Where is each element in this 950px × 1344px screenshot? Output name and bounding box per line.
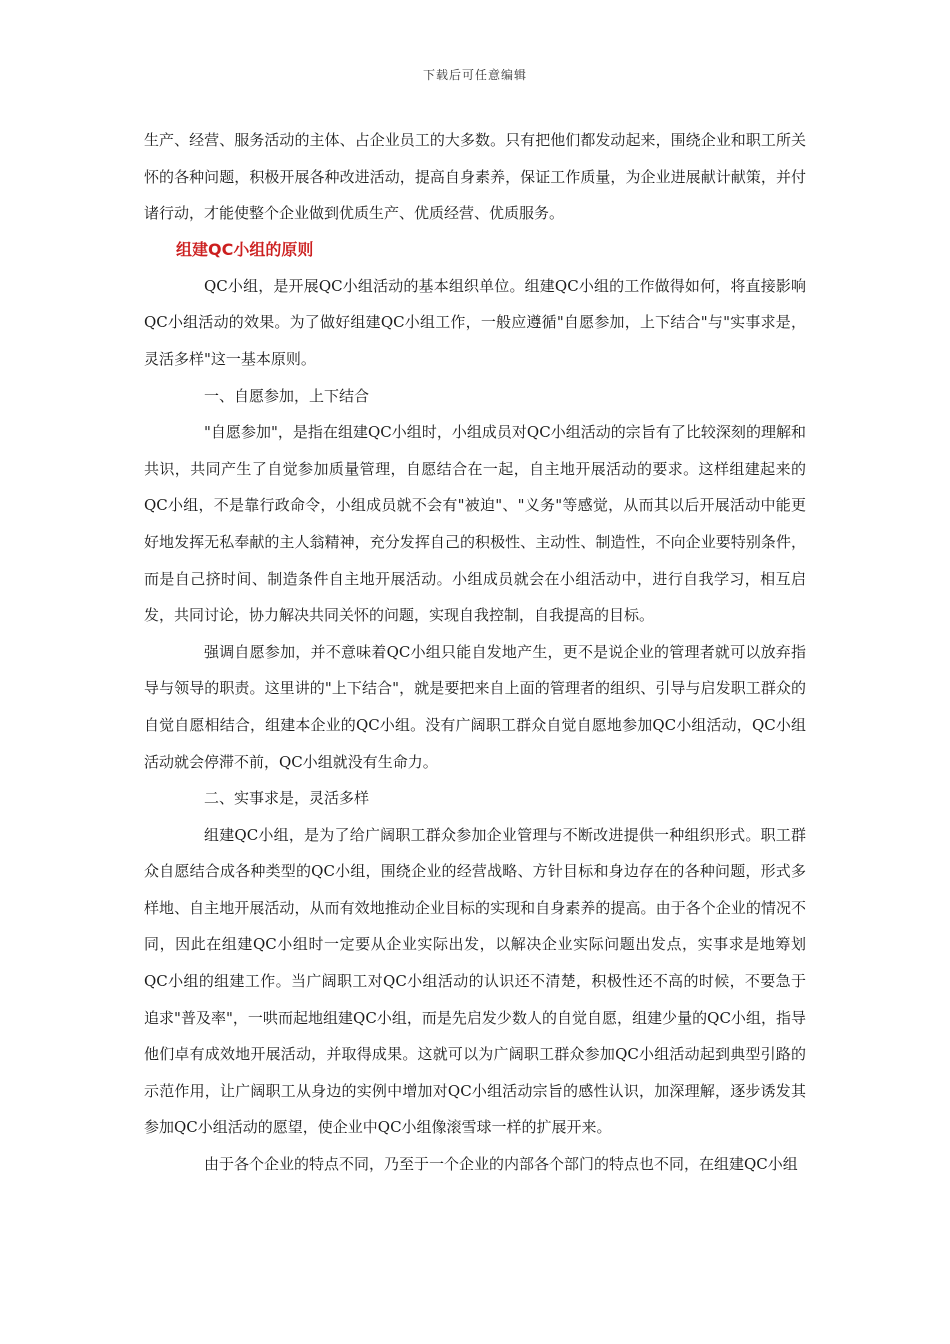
page-header: 下载后可任意编辑 [422,68,527,82]
document-body [144,122,806,1183]
subheading-voluntary: 一、自愿参加，上下结合 [204,386,370,405]
paragraph-principle: QC小组，是开展QC小组活动的基本组织单位。组建QC小组的工作做得如何，将直接影响QC小组活动的效果。为了做好组建QC小组工作，一般应遵循"自愿参加，上下结合"与"实事求是，灵活多样"这一基本原则。 [144,276,806,368]
subheading-practical: 二、实事求是，灵活多样 [204,789,370,808]
paragraph-voluntary: "自愿参加"，是指在组建QC小组时，小组成员对QC小组活动的宗旨有了比较深刻的理解和共识，共同产生了自觉参加质量管理，自愿结合在一起，自主地开展活动的要求。这样组建起来的QC小组，不是靠行政命令，小组成员就不会有"被迫"、"义务"等感觉，从而其以后开展活动中能更好地发挥无私奉献的主人翁精神，充分发挥自己的积极性、主动性、制造性，不向企业要特别条件，而是自己挤时间、制造条件自主地开展活动。小组成员就会在小组活动中，进行自我学习，相互启发，共同讨论，协力解决共同关怀的问题，实现自我控制，自我提高的目标。 [144,423,806,625]
paragraph-combination: 强调自愿参加，并不意味着QC小组只能自发地产生，更不是说企业的管理者就可以放弃指导与领导的职责。这里讲的"上下结合"，就是要把来自上面的管理者的组织、引导与启发职工群众的自觉自愿相结合，组建本企业的QC小组。没有广阔职工群众自觉自愿地参加QC小组活动，QC小组活动就会停滞不前，QC小组就没有生命力。 [144,642,806,771]
paragraph-characteristics: 由于各个企业的特点不同，乃至于一个企业的内部各个部门的特点也不同，在组建QC小组 [204,1155,798,1174]
paragraph-intro: 生产、经营、服务活动的主体、占企业员工的大多数。只有把他们都发动起来，围绕企业和职工所关怀的各种问题，积极开展各种改进活动，提高自身素养，保证工作质量，为企业进展献计献策，并付诸行动，才能使整个企业做到优质生产、优质经营、优质服务。 [144,131,806,223]
paragraph-practical: 组建QC小组，是为了给广阔职工群众参加企业管理与不断改进提供一种组织形式。职工群众自愿结合成各种类型的QC小组，围绕企业的经营战略、方针目标和身边存在的各种问题，形式多样地、自主地开展活动，从而有效地推动企业目标的实现和自身素养的提高。由于各个企业的情况不同，因此在组建QC小组时一定要从企业实际出发，以解决企业实际问题出发点，实事求是地筹划QC小组的组建工作。当广阔职工对QC小组活动的认识还不清楚，积极性还不高的时候，不要急于追求"普及率"，一哄而起地组建QC小组，而是先启发少数人的自觉自愿，组建少量的QC小组，指导他们卓有成效地开展活动，并取得成果。这就可以为广阔职工群众参加QC小组活动起到典型引路的示范作用，让广阔职工从身边的实例中增加对QC小组活动宗旨的感性认识，加深理解，逐步诱发其参加QC小组活动的愿望，使企业中QC小组像滚雪球一样的扩展开来。 [144,825,806,1137]
section-title: 组建QC小组的原则 [176,239,314,259]
